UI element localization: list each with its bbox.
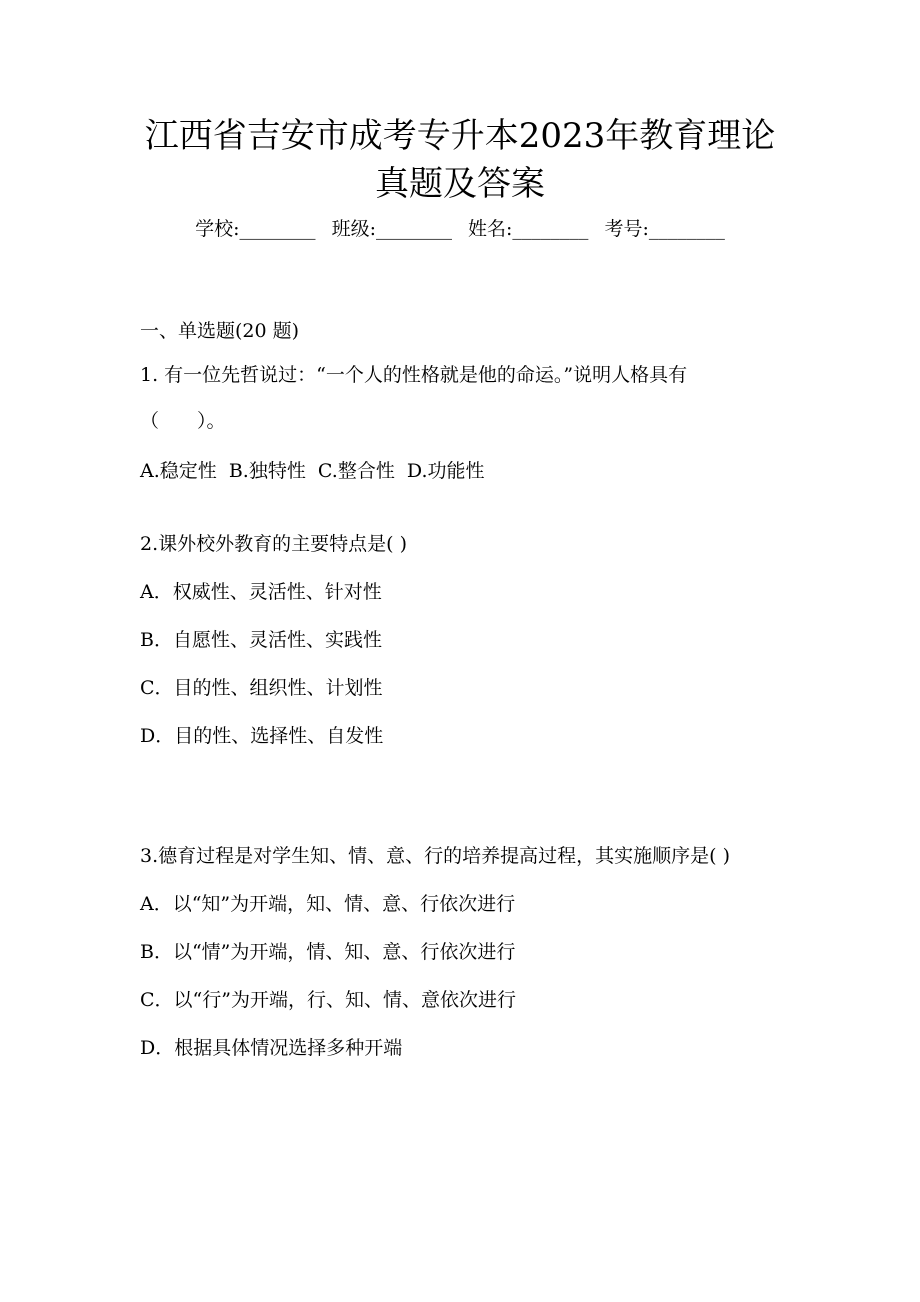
question-2-stem: 2.课外校外教育的主要特点是( )	[140, 533, 407, 555]
question-3-option-c: C．以“行”为开端，行、知、情、意依次进行	[140, 989, 516, 1011]
section-heading: 一、单选题(20 题)	[140, 320, 300, 342]
question-2-option-d: D．目的性、选择性、自发性	[140, 725, 384, 747]
question-2-option-a: A．权威性、灵活性、针对性	[140, 581, 382, 603]
question-1-stem-line-2: （ ）。	[140, 410, 226, 432]
document-title-line-1: 江西省吉安市成考专升本2023年教育理论	[144, 116, 776, 156]
question-3-option-a: A．以“知”为开端，知、情、意、行依次进行	[140, 893, 516, 915]
class-field: 班级:________	[331, 218, 452, 240]
school-field: 学校:________	[195, 218, 316, 240]
question-3-option-d: D．根据具体情况选择多种开端	[140, 1037, 403, 1059]
student-info-row	[0, 216, 920, 242]
question-3-stem: 3.德育过程是对学生知、情、意、行的培养提高过程，其实施顺序是( )	[140, 845, 730, 867]
question-2-option-c: C．目的性、组织性、计划性	[140, 677, 383, 699]
name-field: 姓名:________	[468, 218, 589, 240]
exam-number-field: 考号:________	[604, 218, 725, 240]
question-3-option-b: B．以“情”为开端，情、知、意、行依次进行	[140, 941, 516, 963]
question-1-options: A.稳定性 B.独特性 C.整合性 D.功能性	[140, 460, 485, 482]
document-title-line-2: 真题及答案	[375, 164, 545, 204]
question-2-option-b: B．自愿性、灵活性、实践性	[140, 629, 382, 651]
question-1-stem-line-1: 1. 有一位先哲说过：“一个人的性格就是他的命运。”说明人格具有	[140, 364, 688, 386]
